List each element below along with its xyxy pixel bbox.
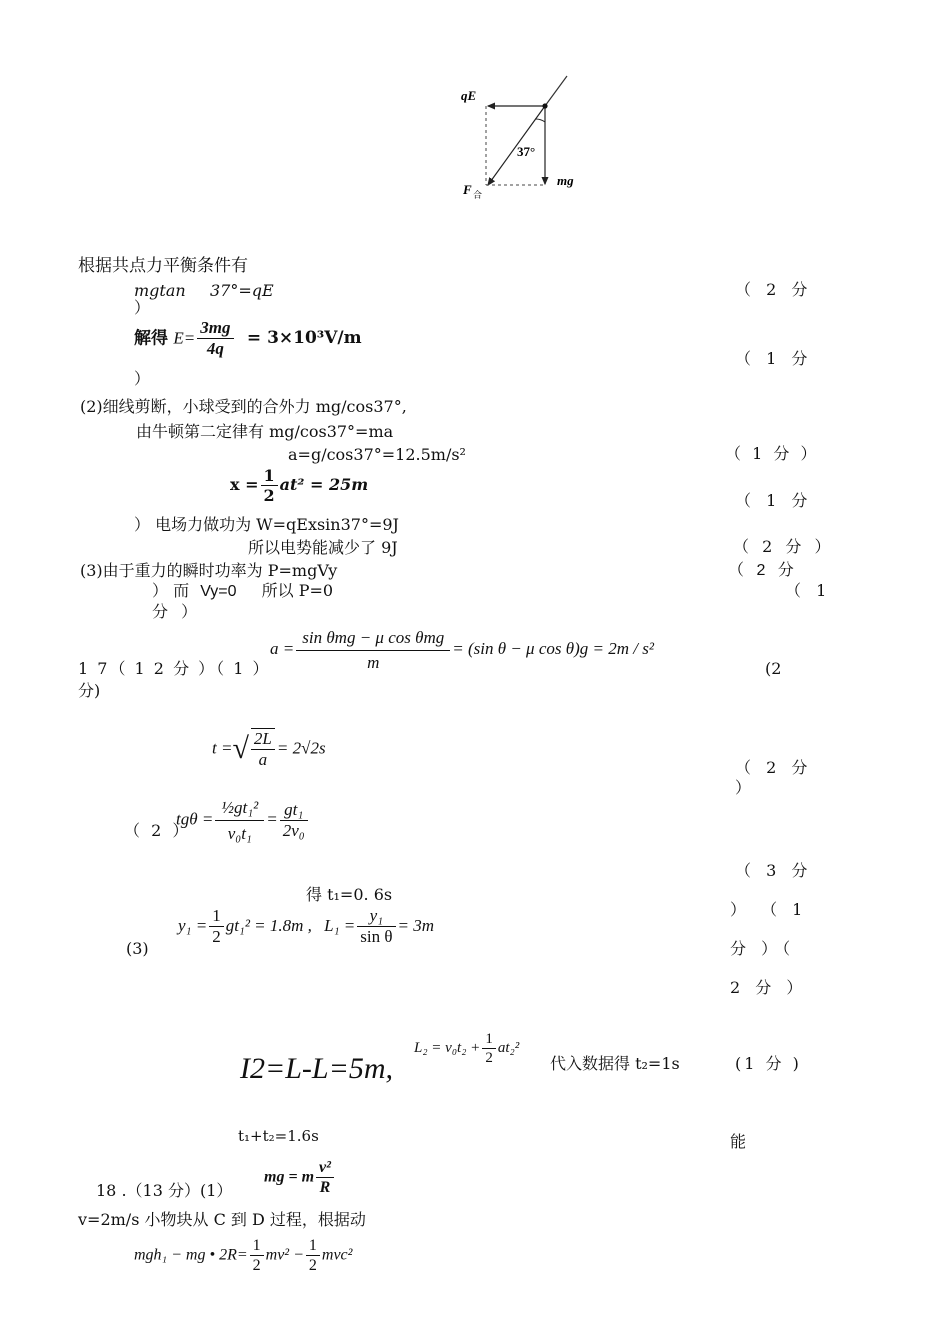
sqrt-sign: √ — [232, 732, 249, 766]
e-symbol: E= — [173, 328, 196, 348]
newton-law: 由牛顿第二定律有 mg/cos37°=ma — [136, 422, 394, 441]
vy-prefix: ） 而 — [152, 581, 190, 600]
x-numerator: 1 — [261, 466, 278, 486]
l2-fraction — [482, 1030, 496, 1067]
energy-fraction-1 — [250, 1236, 264, 1275]
tan-denominator-1: v₀t₁ — [227, 824, 252, 844]
score-1-c: （ 1 分 — [735, 491, 813, 510]
potential-energy: 所以电势能减少了 9J — [248, 538, 398, 557]
l1-numerator: y₁ — [357, 906, 395, 927]
energy-denominator-1: 2 — [252, 1257, 261, 1275]
problem17-prefix: 1 7（ 1 2 分 ）（ 1 ） — [78, 659, 271, 678]
y1-rhs: gt₁² = 1.8m , — [225, 915, 312, 935]
trailing-char: 能 — [730, 1132, 747, 1151]
score-2-f: 2 分 ） — [730, 978, 808, 997]
score-close-a: ） — [134, 298, 151, 317]
part2-prefix: （ 2 ） — [124, 821, 192, 840]
tan-fraction-2 — [280, 800, 308, 842]
e-fraction — [197, 318, 233, 360]
p-zero: 所以 P=0 — [261, 581, 334, 600]
a-rhs: = (sin θ − μ cos θ)g = 2m / s² — [452, 638, 654, 658]
vy-zero — [152, 582, 333, 601]
score-1-e: ） （ 1 — [730, 900, 808, 919]
v2r-fraction — [316, 1158, 334, 1197]
problem18-prefix: 18 .（13 分）(1） — [96, 1181, 233, 1200]
v2r-denominator: R — [319, 1179, 331, 1197]
l2-formula — [414, 1030, 519, 1067]
equation-mgtan: mgtan — [134, 281, 186, 300]
time-formula — [212, 728, 326, 771]
energy-formula — [134, 1236, 352, 1275]
score-2-e: （ 2 分 — [735, 758, 813, 777]
x-fraction — [261, 466, 278, 505]
solve-e-equation — [134, 318, 362, 360]
y1-numerator: 1 — [209, 906, 224, 927]
energy-numerator-2: 1 — [306, 1236, 320, 1256]
x-rhs: at² = 25m — [279, 475, 369, 495]
solve-prefix: 解得 — [134, 328, 168, 349]
score-close-d: 分) — [78, 681, 101, 700]
x-denominator: 2 — [263, 486, 275, 506]
t-lhs: t = — [212, 738, 233, 758]
t-fraction — [251, 728, 275, 771]
tan-fraction-1 — [215, 796, 264, 845]
x-lhs: x = — [230, 475, 259, 495]
score-1-d: （ 1 — [785, 581, 832, 600]
score-close-b: ） — [134, 369, 151, 388]
tan-formula — [176, 796, 310, 845]
equilibrium-intro: 根据共点力平衡条件有 — [78, 256, 248, 276]
f-sub-label: 合 — [473, 190, 483, 200]
field-work: ） 电场力做功为 W=qExsin37°=9J — [134, 515, 399, 534]
score-2-b: （ 2 分 ） — [733, 537, 835, 556]
t-numerator: 2L — [251, 729, 275, 750]
t1-result: 得 t₁=0. 6s — [306, 885, 393, 904]
centripetal-formula — [264, 1158, 336, 1197]
velocity-text: v=2m/s 小物块从 C 到 D 过程，根据动 — [78, 1210, 366, 1229]
qe-label: qE — [461, 88, 477, 103]
mg-label: mg — [557, 173, 574, 188]
equation-qe: 37°=qE — [210, 281, 274, 300]
score-3: （ 3 分 — [735, 861, 813, 880]
score-2-d: (2 — [765, 659, 782, 678]
energy-denominator-2: 2 — [308, 1257, 317, 1275]
a-lhs: a = — [270, 638, 295, 658]
l1-rhs: = 3m — [397, 915, 434, 935]
part3-power: (3)由于重力的瞬时功率为 P=mgVy — [80, 561, 338, 580]
total-time: t₁+t₂=1.6s — [238, 1127, 319, 1145]
tan-numerator-1: ½gt₁² — [215, 796, 264, 821]
a-numerator: sin θmg − μ cos θmg — [296, 626, 450, 651]
t-denominator: a — [258, 750, 268, 770]
angle-arc — [535, 119, 545, 122]
l2-numerator: 1 — [482, 1030, 496, 1049]
l1-lhs: L₁ = — [324, 915, 356, 935]
energy-numerator-1: 1 — [250, 1236, 264, 1256]
tan-denominator-2: 2v₀ — [282, 820, 305, 840]
y1-l1-formula — [178, 906, 434, 948]
energy-mid: mv² − — [265, 1246, 304, 1264]
angle-label: 37° — [517, 144, 536, 159]
string-line — [545, 76, 567, 106]
f-label: F — [463, 182, 472, 197]
force-diagram — [455, 72, 595, 207]
t2-result: 代入数据得 t₂=1s — [550, 1054, 680, 1073]
l2-rhs: at₂² — [497, 1039, 520, 1056]
score-1-f: (1 分 ) — [735, 1054, 802, 1073]
l1-fraction — [357, 906, 395, 948]
acceleration: a=g/cos37°=12.5m/s² — [288, 445, 466, 464]
e-result: = 3×10³V/m — [246, 328, 362, 349]
vy-value: Vy=0 — [200, 583, 237, 600]
energy-fraction-2 — [306, 1236, 320, 1275]
tan-eq: = — [266, 809, 278, 829]
score-1-a: （ 1 分 — [735, 349, 813, 368]
t-rhs: = 2√2s — [276, 738, 326, 758]
a-fraction — [296, 626, 450, 674]
l2-big: I2=L-L=5m, — [240, 1052, 394, 1085]
mg-lhs: mg = m — [264, 1168, 315, 1186]
y1-fraction — [209, 906, 224, 948]
score-close-c: 分 ） — [152, 602, 202, 621]
acceleration-formula — [270, 626, 654, 674]
tan-lhs: tgθ = — [176, 809, 214, 829]
y1-lhs: y₁ = — [178, 915, 208, 935]
score-2-a: （ 2 分 — [735, 280, 813, 299]
score-close-f: 分 ）（ — [730, 939, 796, 958]
displacement-equation — [230, 466, 368, 505]
tan-numerator-2: gt₁ — [280, 800, 308, 821]
score-1-b: （ 1 分 ） — [725, 444, 820, 463]
l1-denominator: sin θ — [360, 927, 393, 947]
part3-prefix: (3) — [126, 939, 149, 958]
part2-net-force: (2)细线剪断，小球受到的合外力 mg/cos37°, — [80, 397, 407, 416]
score-close-e: ） — [735, 778, 752, 797]
energy-lhs: mgh₁ − mg • 2R= — [134, 1246, 248, 1264]
e-denominator: 4q — [206, 339, 224, 359]
ball-point — [542, 103, 547, 108]
score-2-c: （ 2 分 — [728, 562, 798, 579]
l2-lhs: L₂ = v₀t₂ + — [414, 1039, 481, 1056]
l2-denominator: 2 — [485, 1050, 493, 1066]
y1-denominator: 2 — [212, 927, 221, 947]
v2r-numerator: v² — [316, 1158, 334, 1178]
a-denominator: m — [367, 653, 380, 673]
energy-rhs: mvc² — [321, 1246, 353, 1264]
e-numerator: 3mg — [197, 318, 233, 339]
